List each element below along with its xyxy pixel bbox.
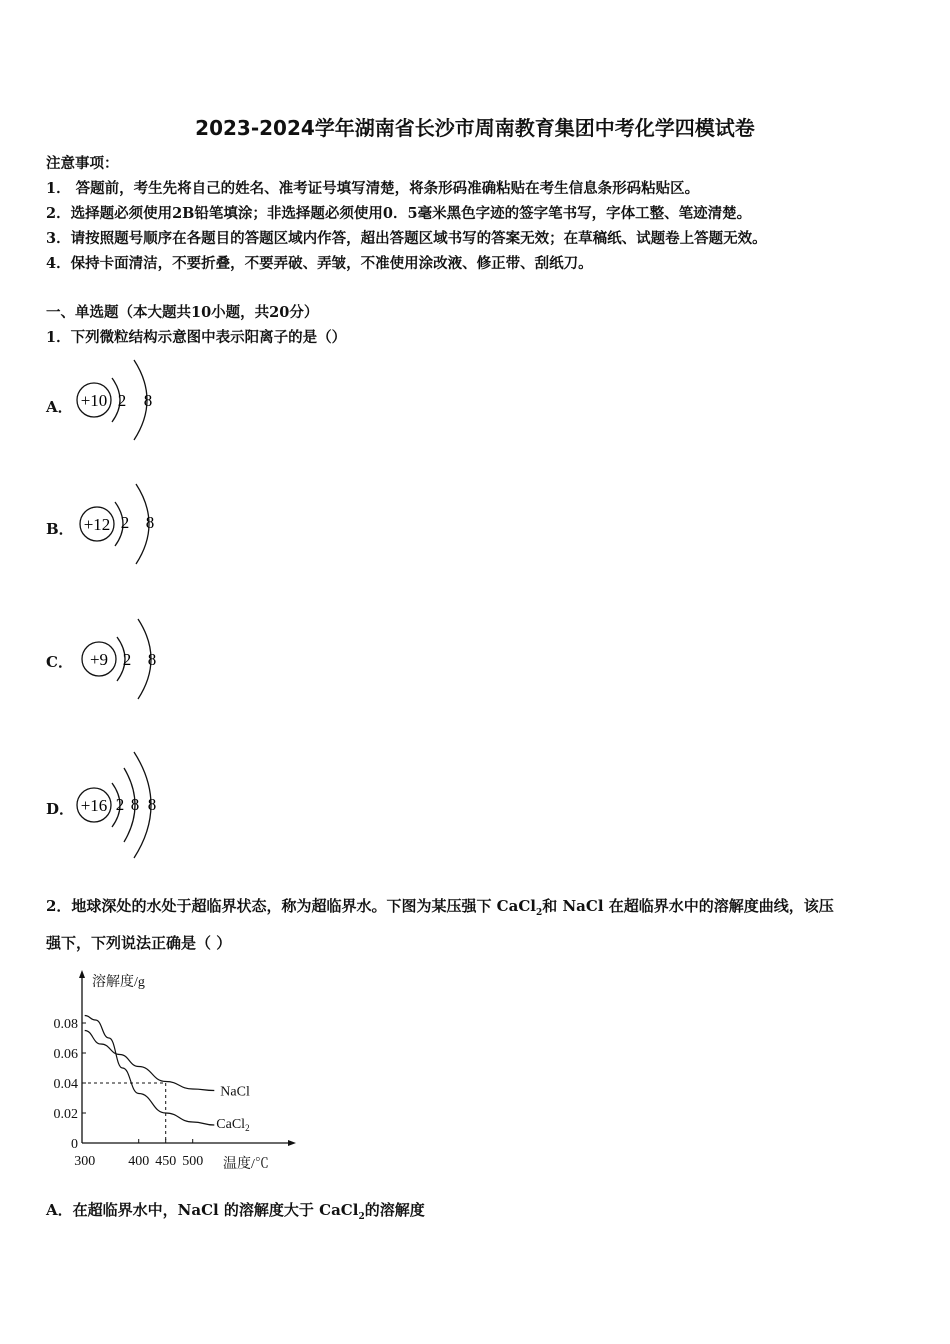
option-a-label: A． bbox=[46, 398, 73, 416]
y-tick-label: 0.08 bbox=[53, 1017, 78, 1032]
atom-structure-diagram-d bbox=[72, 750, 172, 860]
series-label-nacl: NaCl bbox=[220, 1084, 250, 1100]
question-2-option-a[interactable] bbox=[46, 1199, 425, 1222]
question-2-stem bbox=[46, 895, 834, 918]
shell-electrons: 8 bbox=[147, 650, 157, 669]
shell-electrons: 2 bbox=[115, 795, 125, 814]
series-label-cacl2: CaCl$_2$ bbox=[216, 1117, 250, 1133]
note-item: 4．保持卡面清洁，不要折叠，不要弄破、弄皱，不准使用涂改液、修正带、刮纸刀。 bbox=[46, 255, 593, 272]
shell-electrons: 8 bbox=[147, 795, 157, 814]
note-item: 1． 答题前，考生先将自己的姓名、准考证号填写清楚，将条形码准确粘贴在考生信息条形码粘贴区。 bbox=[46, 180, 700, 197]
nucleus-charge: +10 bbox=[80, 391, 108, 410]
x-tick-label: 450 bbox=[155, 1154, 177, 1169]
y-tick-label: 0.02 bbox=[53, 1107, 78, 1122]
subscript: 2 bbox=[358, 1212, 365, 1222]
note-item: 2．选择题必须使用2B铅笔填涂；非选择题必须使用0．5毫米黑色字迹的签字笔书写，字体工整、笔迹清楚。 bbox=[46, 205, 752, 222]
y-axis-label: 溶解度/g bbox=[92, 975, 145, 990]
y-tick-label: 0 bbox=[71, 1137, 78, 1152]
option-d-label: D． bbox=[46, 800, 75, 818]
y-tick-label: 0.04 bbox=[53, 1077, 78, 1092]
shell-electrons: 8 bbox=[143, 391, 153, 410]
subscript: 2 bbox=[535, 908, 543, 918]
nucleus-charge: +16 bbox=[80, 796, 108, 815]
x-tick-label: 300 bbox=[74, 1154, 96, 1169]
shell-electrons: 2 bbox=[122, 650, 132, 669]
atom-structure-diagram-a bbox=[72, 358, 172, 442]
x-axis-label: 温度/℃ bbox=[223, 1157, 269, 1172]
x-tick-label: 500 bbox=[182, 1154, 204, 1169]
option-text: A．在超临界水中，NaCl 的溶解度大于 CaCl bbox=[46, 1201, 359, 1219]
option-c-label: C． bbox=[46, 653, 73, 671]
x-axis-arrow-icon bbox=[288, 1140, 296, 1146]
question-2-stem-cont: 强下，下列说法正确是（ ） bbox=[46, 934, 232, 952]
note-item: 3．请按照题号顺序在各题目的答题区域内作答，超出答题区域书写的答案无效；在草稿纸、试题卷上答题无效。 bbox=[46, 230, 767, 247]
atom-structure-diagram-b bbox=[72, 482, 172, 566]
page-title: 2023-2024学年湖南省长沙市周南教育集团中考化学四模试卷 bbox=[195, 116, 755, 140]
shell-electrons: 8 bbox=[145, 513, 155, 532]
stem-text: 和 NaCl 在超临界水中的溶解度曲线，该压 bbox=[542, 897, 834, 915]
x-tick-label: 400 bbox=[128, 1154, 150, 1169]
series-line-cacl2 bbox=[85, 1016, 215, 1126]
shell-electrons: 2 bbox=[117, 391, 127, 410]
option-text: 的溶解度 bbox=[364, 1201, 425, 1219]
series-line-nacl bbox=[85, 1031, 215, 1091]
nucleus-charge: +12 bbox=[83, 515, 111, 534]
stem-text: 2．地球深处的水处于超临界状态，称为超临界水。下图为某压强下 CaCl bbox=[46, 897, 536, 915]
nucleus-charge: +9 bbox=[89, 650, 109, 669]
section-heading: 一、单选题（本大题共10小题，共20分） bbox=[46, 304, 319, 321]
question-1-stem: 1．下列微粒结构示意图中表示阳离子的是（） bbox=[46, 329, 347, 346]
notes-heading: 注意事项： bbox=[46, 155, 119, 172]
solubility-chart bbox=[40, 962, 300, 1177]
shell-electrons: 2 bbox=[120, 513, 130, 532]
shell-electrons: 8 bbox=[130, 795, 140, 814]
y-tick-label: 0.06 bbox=[53, 1047, 78, 1062]
atom-structure-diagram-c bbox=[72, 617, 172, 701]
y-axis-arrow-icon bbox=[79, 970, 85, 978]
option-b-label: B． bbox=[46, 520, 74, 538]
